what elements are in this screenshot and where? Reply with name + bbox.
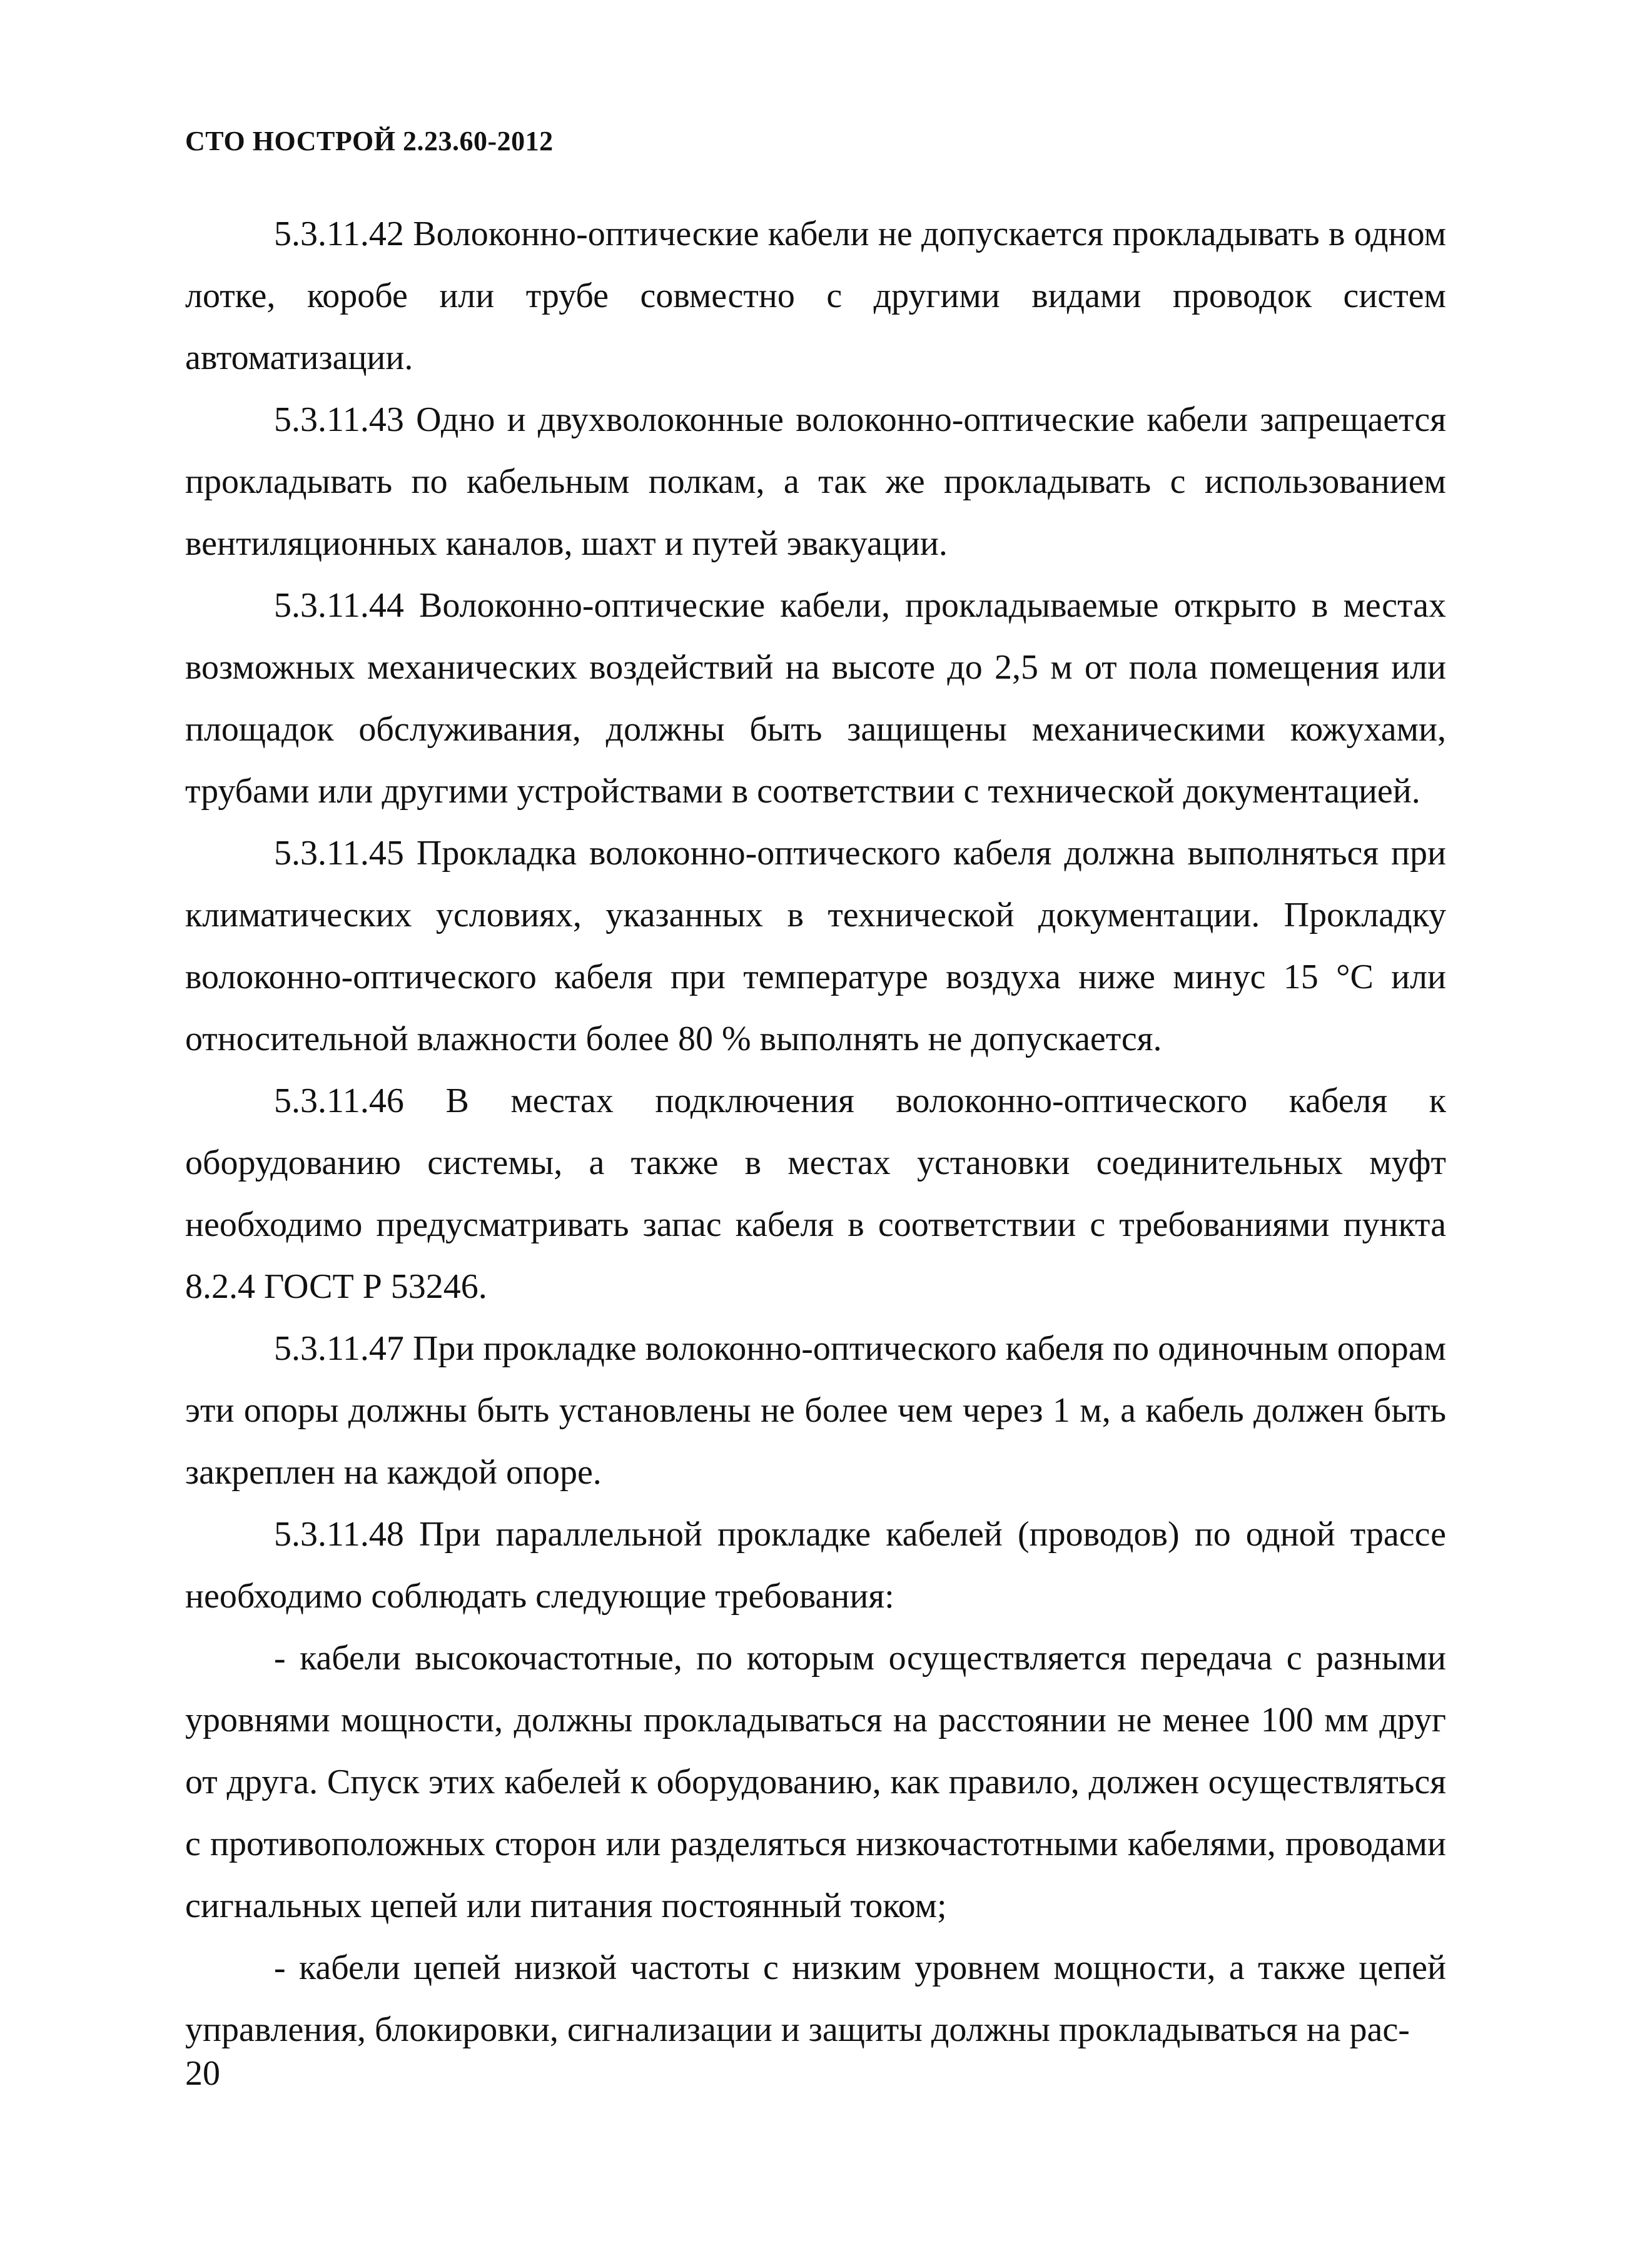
paragraph-5-3-11-47: 5.3.11.47 При прокладке волоконно-оптического кабеля по одиночным опорам эти опоры должны быть установлены не более чем через 1 м, а кабель должен быть закреплен на каждой опоре. xyxy=(185,1329,1446,1492)
paragraph-5-3-11-48: 5.3.11.48 При параллельной прокладке кабелей (проводов) по одной трассе необходимо соблюдать следующие требования: xyxy=(185,1515,1446,1616)
list-item-high-frequency-cables: - кабели высокочастотные, по которым осуществляется передача с разными уровнями мощности, должны прокладываться на расстоянии не менее 100 мм друг от друга. Спуск этих кабелей к оборудованию, как правило, должен осуществляться с противоположных сторон или разделяться низкочастотными кабелями, проводами сигнальных цепей или питания постоянный током; xyxy=(185,1639,1446,1925)
list-item-low-frequency-cables: - кабели цепей низкой частоты с низким уровнем мощности, а также цепей управления, блокировки, сигнализации и защиты должны прокладываться на рас- xyxy=(185,1948,1446,2049)
paragraph-5-3-11-44: 5.3.11.44 Волоконно-оптические кабели, прокладываемые открыто в местах возможных механических воздействий на высоте до 2,5 м от пола помещения или площадок обслуживания, должны быть защищены механическими кожухами, трубами или другими устройствами в соответствии с технической документацией. xyxy=(185,586,1446,811)
paragraph-5-3-11-46: 5.3.11.46 В местах подключения волоконно-оптического кабеля к оборудованию системы, а также в местах установки соединительных муфт необходимо предусматривать запас кабеля в соответствии с требованиями пункта 8.2.4 ГОСТ Р 53246. xyxy=(185,1081,1446,1306)
paragraph-5-3-11-45: 5.3.11.45 Прокладка волоконно-оптического кабеля должна выполняться при климатических условиях, указанных в технической документации. Прокладку волоконно-оптического кабеля при температуре воздуха ниже минус 15 °С или относительной влажности более 80 % выполнять не допускается. xyxy=(185,834,1446,1058)
document-header: СТО НОСТРОЙ 2.23.60-2012 xyxy=(185,126,554,156)
document-body xyxy=(185,203,1446,2061)
paragraph-5-3-11-43: 5.3.11.43 Одно и двухволоконные волоконно-оптические кабели запрещается прокладывать по кабельным полкам, а так же прокладывать с использованием вентиляционных каналов, шахт и путей эвакуации. xyxy=(185,400,1446,563)
paragraph-5-3-11-42: 5.3.11.42 Волоконно-оптические кабели не допускается прокладывать в одном лотке, коробе или трубе совместно с другими видами проводок систем автоматизации. xyxy=(185,215,1446,377)
page-number: 20 xyxy=(185,2054,220,2093)
